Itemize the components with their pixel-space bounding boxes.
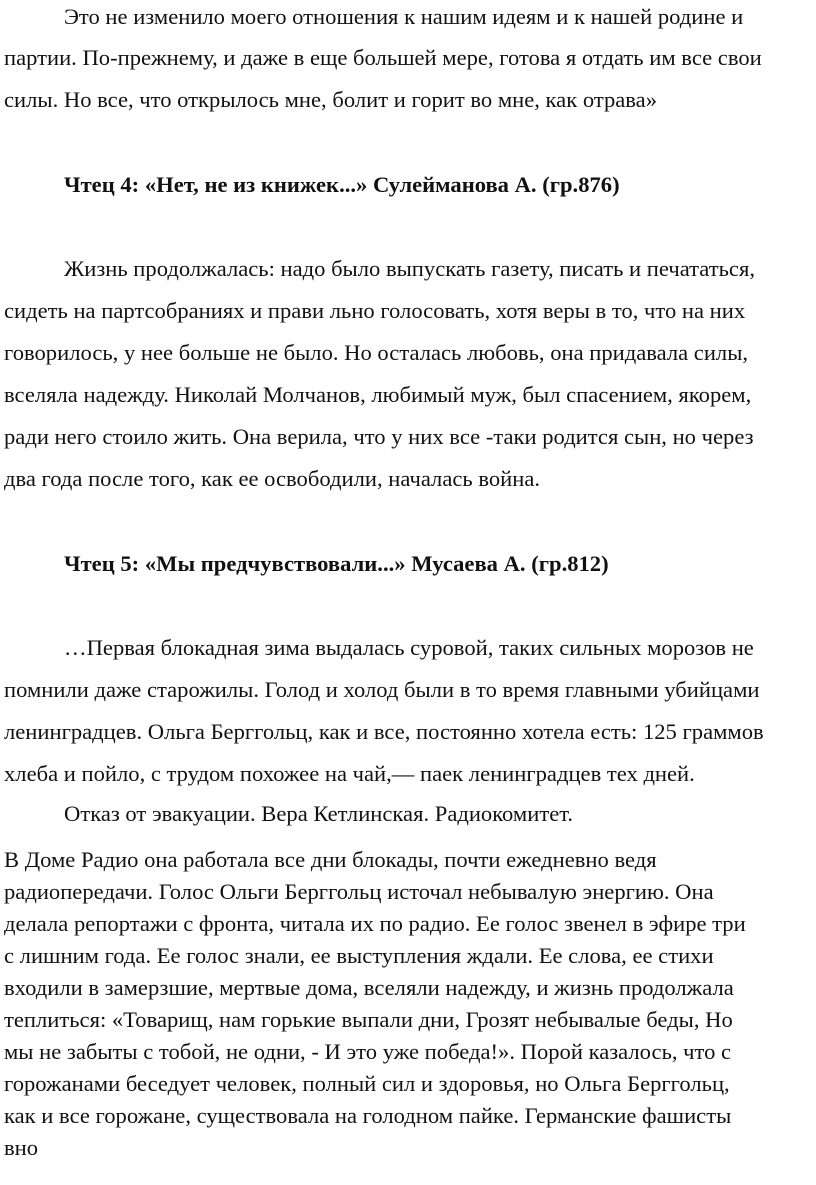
- radio-line: с лишним года. Ее голос знали, ее выступления ждали. Ее слова, ее стихи: [4, 943, 714, 968]
- reader5-line: ленинградцев. Ольга Берггольц, как и все, постоянно хотела есть: 125 граммов: [4, 719, 764, 744]
- radio-line: делала репортажи с фронта, читала их по радио. Ее голос звенел в эфире три: [4, 911, 746, 936]
- radio-line: как и все горожане, существовала на голодном пайке. Германские фашисты: [4, 1103, 732, 1128]
- intro-line: Это не изменило моего отношения к нашим идеям и к нашей родине и: [64, 4, 744, 29]
- evacuation-line: Отказ от эвакуации. Вера Кетлинская. Радиокомитет.: [64, 801, 574, 826]
- reader5-line: хлеба и пойло, с трудом похожее на чай,— паек ленинградцев тех дней.: [4, 761, 695, 786]
- radio-line: В Доме Радио она работала все дни блокады, почти ежедневно ведя: [4, 847, 657, 872]
- reader4-heading: Чтец 4: «Нет, не из книжек...» Сулейманова А. (гр.876): [64, 172, 620, 197]
- reader4-line: два года после того, как ее освободили, началась война.: [4, 466, 541, 491]
- intro-line: силы. Но все, что открылось мне, болит и горит во мне, как отрава»: [4, 87, 658, 112]
- radio-line: мы не забыты с тобой, не одни, - И это уже победа!». Порой казалось, что с: [4, 1039, 732, 1064]
- radio-line: радиопередачи. Голос Ольги Берггольц источал небывалую энергию. Она: [4, 879, 714, 904]
- reader4-line: Жизнь продолжалась: надо было выпускать газету, писать и печататься,: [64, 256, 755, 281]
- reader4-line: сидеть на партсобраниях и прави льно голосовать, хотя веры в то, что на них: [4, 298, 746, 323]
- reader4-line: говорилось, у нее больше не было. Но осталась любовь, она придавала силы,: [4, 340, 749, 365]
- reader5-line: …Первая блокадная зима выдалась суровой, таких сильных морозов не: [64, 635, 754, 660]
- reader5-line: помнили даже старожилы. Голод и холод были в то время главными убийцами: [4, 677, 760, 702]
- radio-line: горожанами беседует человек, полный сил и здоровья, но Ольга Берггольц,: [4, 1071, 730, 1096]
- radio-line: теплиться: «Товарищ, нам горькие выпали дни, Грозят небывалые беды, Но: [4, 1007, 733, 1032]
- radio-line: вно: [4, 1135, 39, 1160]
- reader4-line: вселяла надежду. Николай Молчанов, любимый муж, был спасением, якорем,: [4, 382, 752, 407]
- radio-line: входили в замерзшие, мертвые дома, вселяли надежду, и жизнь продолжала: [4, 975, 734, 1000]
- reader4-line: ради него стоило жить. Она верила, что у них все -таки родится сын, но через: [4, 424, 754, 449]
- intro-line: партии. По-прежнему, и даже в еще большей мере, готова я отдать им все свои: [4, 45, 762, 70]
- reader5-heading: Чтец 5: «Мы предчувствовали...» Мусаева А. (гр.812): [64, 551, 609, 576]
